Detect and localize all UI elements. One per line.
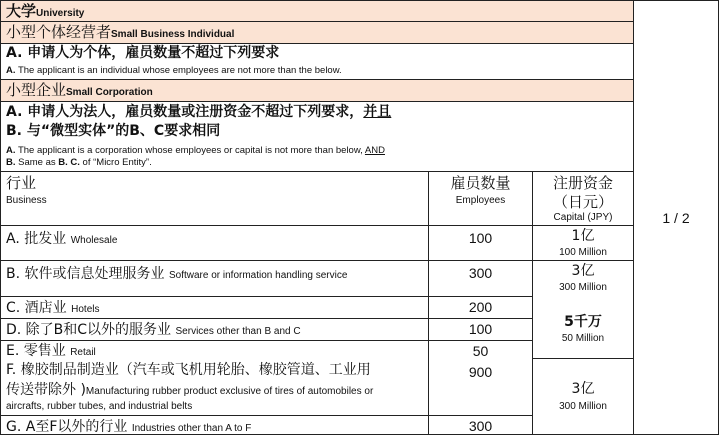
row-b-label: B. 软件或信息处理服务业 Software or information handling service xyxy=(6,266,348,282)
row-a-employees: 100 xyxy=(468,230,493,246)
capital-fg-en: 300 Million xyxy=(559,401,607,412)
individual-title: 小型个体经营者Small Business Individual xyxy=(6,23,235,41)
row-f-label-zh-1: F. 橡胶制品制造业（汽车或飞机用轮胎、橡胶管道、工业用 xyxy=(6,362,371,378)
row-b-employees: 300 xyxy=(468,265,493,281)
corporation-condition-b-en: B. Same as B. C. of “Micro Entity”. xyxy=(6,157,152,168)
row-b-capital-en: 300 Million xyxy=(559,282,607,293)
corporation-title: 小型企业Small Corporation xyxy=(6,81,153,99)
col-capital-zh-unit: （日元） xyxy=(552,193,613,211)
col-employees-en: Employees xyxy=(455,195,506,206)
row-e-label: E. 零售业 Retail xyxy=(6,343,96,359)
capital-fg-zh: 3亿 xyxy=(571,381,595,397)
row-e-employees: 50 xyxy=(472,343,489,359)
row-d-label: D. 除了B和C以外的服务业 Services other than B and C xyxy=(6,322,301,338)
individual-condition-zh: A. 申请人为个体，雇员数量不超过下列要求 xyxy=(6,45,280,61)
row-a-label: A. 批发业 Wholesale xyxy=(6,231,118,247)
page-indicator: 1 / 2 xyxy=(662,210,690,226)
row-f-label-line2: 传送带除外 )Manufacturing rubber product exclusive of tires of automobiles or xyxy=(6,382,374,398)
capital-cde-en: 50 Million xyxy=(561,333,605,344)
corporation-condition-b-zh: B. 与“微型实体”的B、C要求相同 xyxy=(6,123,221,139)
band-university xyxy=(0,0,633,21)
row-f-employees: 900 xyxy=(468,364,493,380)
row-c-employees: 200 xyxy=(468,299,493,315)
row-b-capital-zh: 3亿 xyxy=(571,263,595,279)
row-f-label-en-2: aircrafts, rubber tubes, and industrial belts xyxy=(6,401,193,412)
row-g-employees: 300 xyxy=(468,418,493,434)
row-d-employees: 100 xyxy=(468,321,493,337)
university-title: 大学University xyxy=(6,2,85,20)
row-c-label: C. 酒店业 Hotels xyxy=(6,300,100,316)
col-business-en: Business xyxy=(6,195,47,206)
corporation-condition-a-en: A. The applicant is a corporation whose employees or capital is not more than below, AND xyxy=(6,145,385,156)
col-business-zh: 行业 xyxy=(6,174,37,192)
row-g-label: G. A至F以外的行业 Industries other than A to F xyxy=(6,419,252,435)
col-employees-zh: 雇员数量 xyxy=(450,174,511,192)
individual-condition-en: A. The applicant is an individual whose employees are not more than the below. xyxy=(6,65,342,76)
col-capital-en: Capital (JPY) xyxy=(553,212,613,223)
corporation-condition-a-zh: A. 申请人为法人，雇员数量或注册资金不超过下列要求，并且 xyxy=(6,104,392,120)
capital-cde-zh: 5千万 xyxy=(564,314,602,330)
row-a-capital-zh: 1亿 xyxy=(571,228,595,244)
row-a-capital-en: 100 Million xyxy=(559,247,607,258)
col-capital-zh: 注册资金 xyxy=(552,174,613,192)
